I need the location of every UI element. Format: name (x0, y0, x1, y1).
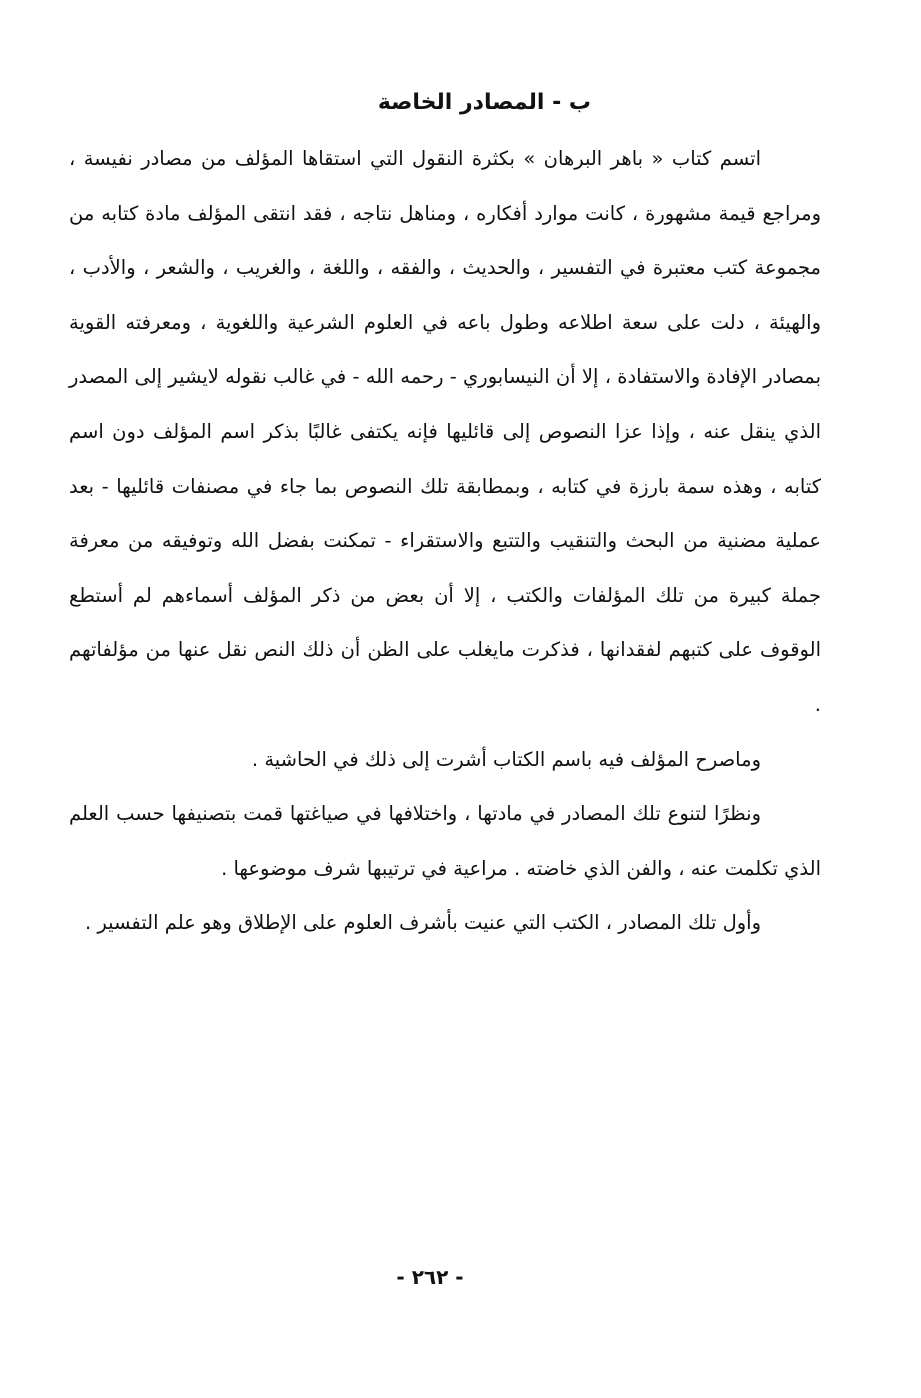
body-text (69, 132, 821, 951)
section-heading: ب - المصادر الخاصة (377, 90, 591, 115)
paragraph-tafsir-sources: وأول تلك المصادر ، الكتب التي عنيت بأشرف العلوم على الإطلاق وهو علم التفسير . (84, 911, 761, 935)
paragraph-footnote-note: وماصرح المؤلف فيه باسم الكتاب أشرت إلى ذلك في الحاشية . (251, 747, 761, 771)
paragraph-sources-intro: اتسم كتاب « باهر البرهان » بكثرة النقول التي استقاها المؤلف من مصادر نفيسة ، ومراجع قيمة مشهورة ، كانت موارد أفكاره ، ومناهل نتاجه ، فقد انتقى المؤلف مادة كتابه من مجموعة كتب معتبرة في التفسير ، والحديث ، والفقه ، واللغة ، والغريب ، والشعر ، والأدب ، والهيئة ، دلت على سعة اطلاعه وطول باعه في العلوم الشرعية واللغوية ، ومعرفته القوية بمصادر الإفادة والاستفادة ، إلا أن النيسابوري - رحمه الله - في غالب نقوله لايشير إلى المصدر الذي ينقل عنه ، وإذا عزا النصوص إلى قائليها فإنه يكتفى غالبًا بذكر اسم المؤلف دون اسم كتابه ، وهذه سمة بارزة في كتابه ، وبمطابقة تلك النصوص بما جاء في مصنفات قائليها - بعد عملية مضنية من البحث والتنقيب والتتبع والاستقراء - تمكنت بفضل الله وتوفيقه من معرفة جملة كبيرة من تلك المؤلفات والكتب ، إلا أن بعض من ذكر المؤلف أسماءهم لم أستطع الوقوف على كتبهم لفقدانها ، فذكرت مايغلب على الظن أن ذلك النص نقل عنها من مؤلفاتهم . (69, 147, 821, 716)
page-number: - ٢٦٢ - (396, 1265, 464, 1289)
paragraph-classification: ونظرًا لتنوع تلك المصادر في مادتها ، واختلافها في صياغتها قمت بتصنيفها حسب العلم الذي تكلمت عنه ، والفن الذي خاضته . مراعية في ترتيبها شرف موضوعها . (69, 802, 821, 880)
